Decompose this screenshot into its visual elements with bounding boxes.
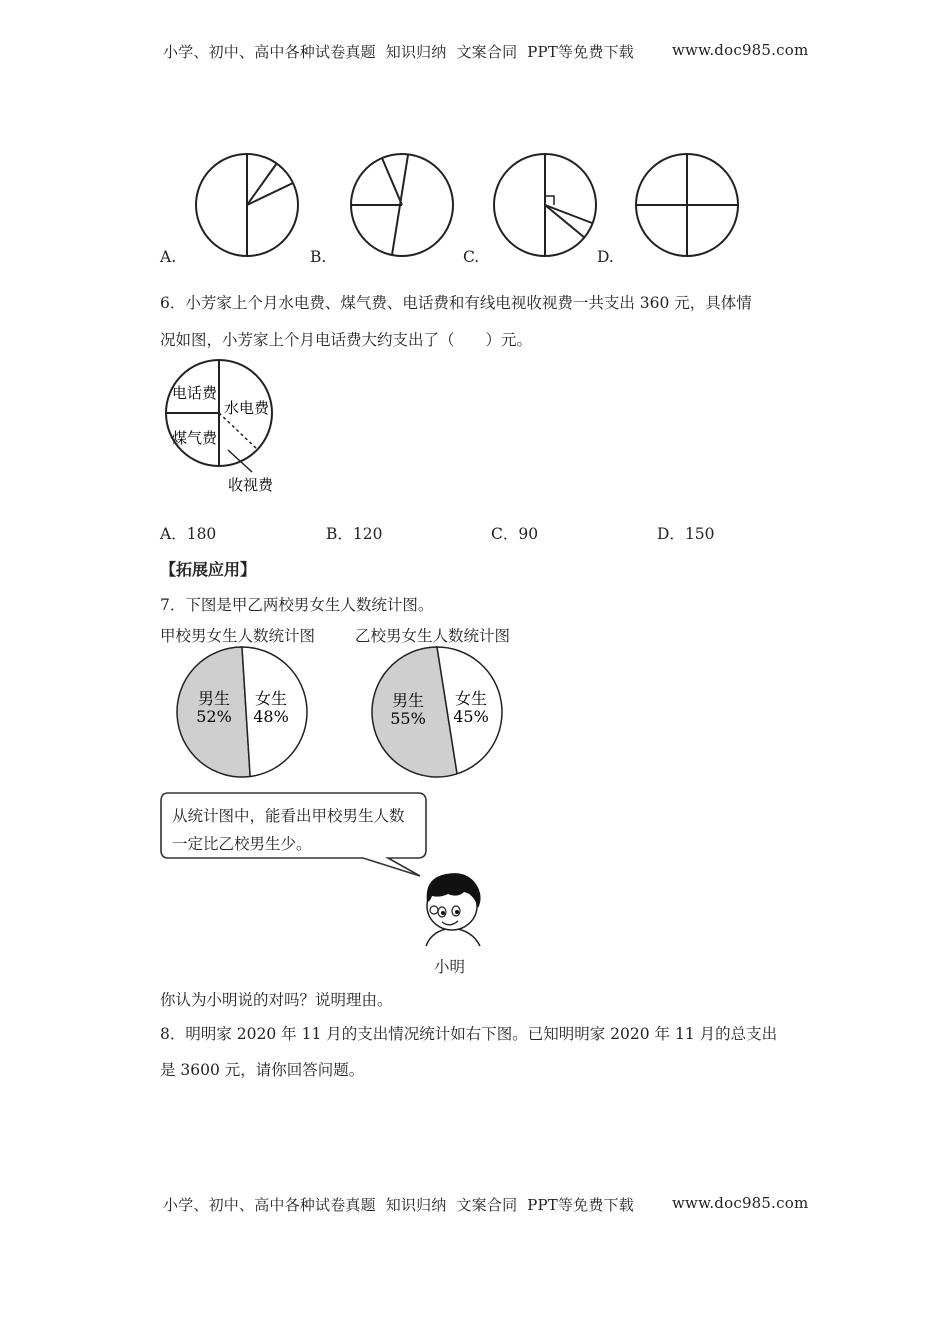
- pie-yi-girls-label: 女生: [454, 689, 488, 708]
- q5-circles: [150, 150, 770, 270]
- q7-intro: 7．下图是甲乙两校男女生人数统计图。: [160, 596, 434, 614]
- chart-title-yi: 乙校男女生人数统计图: [355, 627, 511, 645]
- q6-line2: 况如图，小芳家上个月电话费大约支出了（ ）元。: [160, 331, 533, 349]
- q5-option-c: C.: [463, 248, 480, 266]
- pie-yi-boys-label: 男生: [391, 691, 425, 710]
- pie-jia-girls-value: 48%: [253, 707, 289, 726]
- q5-option-a: A.: [160, 248, 177, 266]
- q6-label-phone: 电话费: [172, 384, 218, 402]
- q6-option-b: B．120: [326, 525, 383, 543]
- character-name: 小明: [434, 958, 466, 976]
- q8-line2: 是 3600 元，请你回答问题。: [160, 1061, 365, 1079]
- bubble-line2: 一定比乙校男生少。: [172, 835, 312, 853]
- q7-question: 你认为小明说的对吗？说明理由。: [160, 991, 393, 1009]
- q6-line1: 6．小芳家上个月水电费、煤气费、电话费和有线电视收视费一共支出 360 元，具体情: [160, 294, 752, 312]
- q6-pie-chart: [160, 355, 290, 500]
- section-title: 【拓展应用】: [160, 560, 257, 579]
- pie-jia-girls-label: 女生: [254, 689, 288, 708]
- q6-option-a: A．180: [160, 525, 217, 543]
- header-url: www.doc985.com: [672, 41, 809, 59]
- pie-yi-boys-value: 55%: [390, 709, 426, 728]
- q5-option-b: B.: [310, 248, 327, 266]
- q6-option-d: D．150: [657, 525, 715, 543]
- q5-option-d: D.: [597, 248, 614, 266]
- pie-chart-jia: [170, 642, 320, 784]
- q6-label-gas: 煤气费: [172, 429, 218, 447]
- pie-chart-yi: [365, 642, 515, 784]
- q6-option-c: C．90: [491, 525, 539, 543]
- pie-jia-boys-label: 男生: [197, 689, 231, 708]
- chart-title-jia: 甲校男女生人数统计图: [160, 627, 316, 645]
- footer-text: 小学、初中、高中各种试卷真题 知识归纳 文案合同 PPT等免费下载: [163, 1196, 635, 1214]
- boy-illustration: [418, 868, 490, 953]
- q6-label-water: 水电费: [224, 399, 270, 417]
- q6-label-tv: 收视费: [228, 476, 274, 494]
- bubble-line1: 从统计图中，能看出甲校男生人数: [172, 807, 405, 825]
- footer-url: www.doc985.com: [672, 1194, 809, 1212]
- pie-jia-boys-value: 52%: [196, 707, 232, 726]
- q8-line1: 8．明明家 2020 年 11 月的支出情况统计如右下图。已知明明家 2020 年 11 月的总支出: [160, 1025, 778, 1043]
- header-text: 小学、初中、高中各种试卷真题 知识归纳 文案合同 PPT等免费下载: [163, 43, 635, 61]
- pie-yi-girls-value: 45%: [453, 707, 489, 726]
